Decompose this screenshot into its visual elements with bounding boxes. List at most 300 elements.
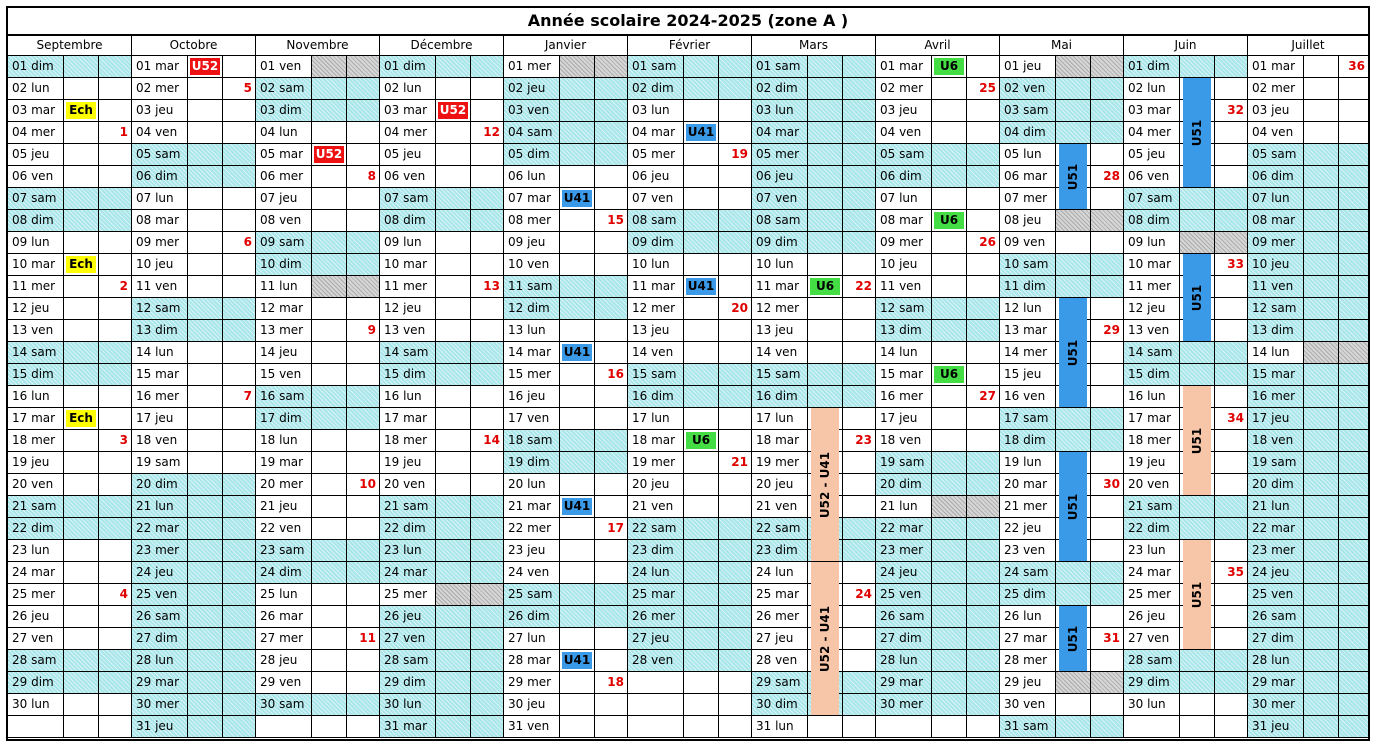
cell-divider xyxy=(1090,518,1091,539)
day-cell xyxy=(876,672,999,694)
day-label: 13 mer xyxy=(256,320,312,341)
cell-divider xyxy=(718,166,719,187)
day-label: 22 sam xyxy=(628,518,684,539)
day-label: 19 dim xyxy=(504,452,560,473)
cell-divider xyxy=(222,474,223,495)
cell-divider xyxy=(718,122,719,143)
day-cell xyxy=(876,430,999,452)
day-label: 28 sam xyxy=(1124,650,1180,671)
day-cell xyxy=(256,606,379,628)
day-cell xyxy=(8,562,131,584)
cell-divider xyxy=(222,540,223,561)
cell-divider xyxy=(222,122,223,143)
cell-divider xyxy=(222,672,223,693)
day-label: 08 mar xyxy=(132,210,188,231)
cell-divider xyxy=(966,474,967,495)
empty-cell xyxy=(1124,716,1247,738)
day-label: 04 ven xyxy=(132,122,188,143)
day-cell xyxy=(876,628,999,650)
day-cell xyxy=(876,210,999,232)
day-label: 14 mer xyxy=(1000,342,1056,363)
cell-divider xyxy=(718,144,719,165)
day-cell xyxy=(876,144,999,166)
day-cell xyxy=(876,562,999,584)
cell-divider xyxy=(222,716,223,737)
cell-divider xyxy=(1214,188,1215,209)
cell-divider xyxy=(98,386,99,407)
cell-divider xyxy=(1214,540,1215,561)
day-cell xyxy=(504,166,627,188)
calendar-title: Année scolaire 2024-2025 (zone A ) xyxy=(8,8,1368,36)
cell-divider xyxy=(966,584,967,605)
cell-divider xyxy=(346,452,347,473)
day-label: 18 mer xyxy=(8,430,64,451)
day-label: 11 dim xyxy=(1000,276,1056,297)
day-cell xyxy=(256,496,379,518)
day-label: 25 mar xyxy=(752,584,808,605)
day-label: 20 ven xyxy=(8,474,64,495)
cell-divider xyxy=(966,716,967,737)
day-label: 23 lun xyxy=(1124,540,1180,561)
day-cell xyxy=(256,122,379,144)
session-bar-label: U51 xyxy=(1065,493,1080,520)
day-label: 30 jeu xyxy=(504,694,560,715)
exam-tag: Ech xyxy=(66,410,96,427)
day-cell xyxy=(1124,496,1247,518)
day-label: 04 sam xyxy=(504,122,560,143)
cell-divider xyxy=(470,78,471,99)
day-cell xyxy=(8,298,131,320)
cell-divider xyxy=(842,210,843,231)
session-bar xyxy=(1059,452,1087,561)
day-label: 03 ven xyxy=(504,100,560,121)
day-cell xyxy=(628,254,751,276)
day-label: 09 lun xyxy=(1124,232,1180,253)
cell-divider xyxy=(718,210,719,231)
empty-cell xyxy=(628,694,751,716)
day-label: 30 lun xyxy=(8,694,64,715)
day-cell xyxy=(256,342,379,364)
day-cell xyxy=(8,496,131,518)
cell-divider xyxy=(470,254,471,275)
cell-divider xyxy=(98,496,99,517)
day-label: 05 mer xyxy=(628,144,684,165)
day-cell xyxy=(876,342,999,364)
day-label: 27 mar xyxy=(1000,628,1056,649)
day-label: 04 mar xyxy=(628,122,684,143)
day-cell xyxy=(504,386,627,408)
day-cell xyxy=(256,430,379,452)
school-year-calendar xyxy=(6,6,1370,741)
day-label: 25 dim xyxy=(1000,584,1056,605)
day-label: 03 jeu xyxy=(132,100,188,121)
cell-divider xyxy=(718,474,719,495)
day-cell xyxy=(628,518,751,540)
day-label: 06 ven xyxy=(1124,166,1180,187)
day-cell xyxy=(628,562,751,584)
day-cell xyxy=(380,276,503,298)
day-label: 05 mer xyxy=(752,144,808,165)
session-bar xyxy=(1183,78,1211,187)
day-cell xyxy=(628,386,751,408)
day-cell xyxy=(752,78,875,100)
cell-divider xyxy=(594,606,595,627)
cell-divider xyxy=(1338,694,1339,715)
day-cell xyxy=(752,232,875,254)
day-label: 02 jeu xyxy=(504,78,560,99)
day-cell xyxy=(380,430,503,452)
day-cell xyxy=(8,320,131,342)
cell-divider xyxy=(98,56,99,77)
cell-divider xyxy=(966,650,967,671)
cell-divider xyxy=(842,342,843,363)
day-cell xyxy=(8,540,131,562)
cell-divider xyxy=(98,144,99,165)
day-cell xyxy=(132,386,255,408)
day-label: 20 mer xyxy=(256,474,312,495)
day-cell xyxy=(380,408,503,430)
day-label: 10 dim xyxy=(256,254,312,275)
cell-divider xyxy=(1214,276,1215,297)
day-cell xyxy=(1248,650,1368,672)
day-cell xyxy=(752,342,875,364)
day-label: 19 jeu xyxy=(1124,452,1180,473)
cell-divider xyxy=(470,518,471,539)
month-header: Janvier xyxy=(504,36,628,56)
week-number: 27 xyxy=(979,389,996,403)
day-cell xyxy=(256,584,379,606)
day-label: 13 dim xyxy=(132,320,188,341)
week-number: 35 xyxy=(1227,565,1244,579)
cell-divider xyxy=(1214,386,1215,407)
day-cell xyxy=(8,518,131,540)
day-label: 18 ven xyxy=(876,430,932,451)
cell-divider xyxy=(470,430,471,451)
day-label: 25 mer xyxy=(380,584,436,605)
day-cell xyxy=(876,408,999,430)
cell-divider xyxy=(98,320,99,341)
day-cell xyxy=(256,188,379,210)
day-cell xyxy=(256,474,379,496)
day-label: 11 ven xyxy=(876,276,932,297)
day-label: 04 mer xyxy=(380,122,436,143)
day-label: 19 mar xyxy=(256,452,312,473)
day-label: 06 mer xyxy=(256,166,312,187)
cell-divider xyxy=(594,364,595,385)
day-cell xyxy=(1248,540,1368,562)
cell-divider xyxy=(470,232,471,253)
day-label: 17 dim xyxy=(256,408,312,429)
day-label: 16 lun xyxy=(1124,386,1180,407)
day-label: 24 sam xyxy=(1000,562,1056,583)
week-number: 25 xyxy=(979,81,996,95)
day-label: 12 mer xyxy=(628,298,684,319)
month-header: Mars xyxy=(752,36,876,56)
day-cell xyxy=(8,144,131,166)
day-label: 07 sam xyxy=(1124,188,1180,209)
day-cell xyxy=(504,210,627,232)
cell-divider xyxy=(470,166,471,187)
day-cell xyxy=(504,122,627,144)
day-label: 25 lun xyxy=(256,584,312,605)
cell-divider xyxy=(98,254,99,275)
cell-divider xyxy=(1338,188,1339,209)
day-cell xyxy=(1000,56,1123,78)
day-cell xyxy=(628,56,751,78)
cell-divider xyxy=(842,122,843,143)
cell-divider xyxy=(594,496,595,517)
day-label: 27 mer xyxy=(256,628,312,649)
cell-divider xyxy=(470,672,471,693)
day-label: 19 sam xyxy=(1248,452,1304,473)
day-label: 02 sam xyxy=(256,78,312,99)
day-cell xyxy=(504,408,627,430)
day-cell xyxy=(8,628,131,650)
cell-divider xyxy=(222,100,223,121)
cell-divider xyxy=(1338,716,1339,737)
day-cell xyxy=(504,430,627,452)
day-label: 01 sam xyxy=(752,56,808,77)
cell-divider xyxy=(842,496,843,517)
cell-divider xyxy=(842,672,843,693)
day-label: 05 sam xyxy=(1248,144,1304,165)
day-label: 15 ven xyxy=(256,364,312,385)
day-cell xyxy=(876,298,999,320)
day-label: 22 mar xyxy=(876,518,932,539)
day-cell xyxy=(1248,188,1368,210)
day-label: 06 dim xyxy=(132,166,188,187)
exam-tag: U41 xyxy=(563,191,591,205)
day-label: 11 sam xyxy=(504,276,560,297)
cell-divider xyxy=(346,56,347,77)
day-label: 07 mer xyxy=(1000,188,1056,209)
cell-divider xyxy=(842,408,843,429)
day-label: 23 mer xyxy=(1248,540,1304,561)
cell-divider xyxy=(594,78,595,99)
cell-divider xyxy=(222,342,223,363)
day-label: 21 ven xyxy=(628,496,684,517)
day-label xyxy=(256,716,312,737)
day-label: 28 mer xyxy=(1000,650,1056,671)
day-cell xyxy=(1248,210,1368,232)
week-number: 29 xyxy=(1103,323,1120,337)
cell-divider xyxy=(222,386,223,407)
session-bar xyxy=(1059,144,1087,209)
day-label: 04 mer xyxy=(8,122,64,143)
day-label: 22 dim xyxy=(380,518,436,539)
day-label: 14 ven xyxy=(752,342,808,363)
day-label: 18 ven xyxy=(132,430,188,451)
day-label: 20 dim xyxy=(1248,474,1304,495)
cell-divider xyxy=(1090,672,1091,693)
day-cell xyxy=(256,650,379,672)
month-column xyxy=(1124,56,1248,738)
empty-cell xyxy=(8,716,131,738)
cell-divider xyxy=(594,254,595,275)
cell-divider xyxy=(346,276,347,297)
day-cell xyxy=(1248,474,1368,496)
cell-divider xyxy=(1338,386,1339,407)
day-label: 05 sam xyxy=(876,144,932,165)
cell-divider xyxy=(842,188,843,209)
day-label: 17 lun xyxy=(752,408,808,429)
cell-divider xyxy=(966,452,967,473)
cell-divider xyxy=(346,320,347,341)
week-number: 16 xyxy=(607,367,624,381)
cell-divider xyxy=(842,144,843,165)
day-label: 17 mar xyxy=(380,408,436,429)
day-cell xyxy=(1248,78,1368,100)
cell-divider xyxy=(594,562,595,583)
day-cell xyxy=(752,386,875,408)
day-label: 18 mer xyxy=(380,430,436,451)
cell-divider xyxy=(1338,650,1339,671)
day-cell xyxy=(504,56,627,78)
day-cell xyxy=(504,452,627,474)
day-label xyxy=(876,716,932,737)
exam-tag: U6 xyxy=(810,278,840,295)
cell-divider xyxy=(718,298,719,319)
day-cell xyxy=(504,474,627,496)
cell-divider xyxy=(222,188,223,209)
day-cell xyxy=(380,562,503,584)
day-label: 15 dim xyxy=(1124,364,1180,385)
cell-divider xyxy=(1338,122,1339,143)
cell-divider xyxy=(1090,716,1091,737)
cell-divider xyxy=(966,254,967,275)
exam-tag: U6 xyxy=(934,366,964,383)
day-cell xyxy=(132,430,255,452)
day-label: 27 ven xyxy=(380,628,436,649)
day-cell xyxy=(132,584,255,606)
week-number: 20 xyxy=(731,301,748,315)
day-cell xyxy=(628,78,751,100)
day-cell xyxy=(628,606,751,628)
day-cell xyxy=(132,496,255,518)
day-cell xyxy=(876,78,999,100)
day-label: 14 lun xyxy=(1248,342,1304,363)
day-cell xyxy=(380,320,503,342)
week-number: 4 xyxy=(119,587,128,601)
cell-divider xyxy=(222,276,223,297)
day-cell xyxy=(132,78,255,100)
day-cell xyxy=(1248,232,1368,254)
day-label: 02 mer xyxy=(1248,78,1304,99)
day-cell xyxy=(504,562,627,584)
cell-divider xyxy=(842,364,843,385)
day-label: 08 mer xyxy=(504,210,560,231)
cell-divider xyxy=(1214,320,1215,341)
day-label: 28 ven xyxy=(628,650,684,671)
day-cell xyxy=(628,540,751,562)
cell-divider xyxy=(718,452,719,473)
cell-divider xyxy=(842,584,843,605)
day-label: 16 ven xyxy=(1000,386,1056,407)
day-label: 06 jeu xyxy=(752,166,808,187)
cell-divider xyxy=(346,540,347,561)
cell-divider xyxy=(222,628,223,649)
day-label: 28 jeu xyxy=(256,650,312,671)
cell-divider xyxy=(1214,232,1215,253)
day-cell xyxy=(1124,650,1247,672)
day-cell xyxy=(380,628,503,650)
day-cell xyxy=(8,56,131,78)
day-label: 27 ven xyxy=(1124,628,1180,649)
day-cell xyxy=(628,188,751,210)
day-label: 12 mer xyxy=(752,298,808,319)
cell-divider xyxy=(470,628,471,649)
day-label: 23 lun xyxy=(8,540,64,561)
day-cell xyxy=(256,276,379,298)
cell-divider xyxy=(1338,452,1339,473)
day-label: 09 sam xyxy=(256,232,312,253)
day-cell xyxy=(504,232,627,254)
day-cell xyxy=(380,584,503,606)
cell-divider xyxy=(98,518,99,539)
cell-divider xyxy=(222,584,223,605)
cell-divider xyxy=(1338,100,1339,121)
week-number: 34 xyxy=(1227,411,1244,425)
day-label: 31 sam xyxy=(1000,716,1056,737)
day-label: 08 mar xyxy=(1248,210,1304,231)
day-label: 26 lun xyxy=(1000,606,1056,627)
week-number: 9 xyxy=(367,323,376,337)
day-label: 22 ven xyxy=(256,518,312,539)
day-cell xyxy=(256,408,379,430)
day-label: 13 mar xyxy=(1000,320,1056,341)
day-cell xyxy=(752,188,875,210)
cell-divider xyxy=(222,232,223,253)
day-cell xyxy=(132,254,255,276)
week-number: 30 xyxy=(1103,477,1120,491)
day-cell xyxy=(256,298,379,320)
day-cell xyxy=(1124,364,1247,386)
day-label: 24 jeu xyxy=(876,562,932,583)
day-cell xyxy=(380,166,503,188)
cell-divider xyxy=(1338,320,1339,341)
day-label: 16 mer xyxy=(876,386,932,407)
day-cell xyxy=(628,144,751,166)
day-cell xyxy=(132,56,255,78)
cell-divider xyxy=(1338,254,1339,275)
day-cell xyxy=(504,694,627,716)
day-cell xyxy=(1000,100,1123,122)
week-number: 14 xyxy=(483,433,500,447)
cell-divider xyxy=(1090,562,1091,583)
day-label: 29 mar xyxy=(1248,672,1304,693)
day-cell xyxy=(8,122,131,144)
day-label: 01 dim xyxy=(8,56,64,77)
month-column xyxy=(256,56,380,738)
day-label: 29 dim xyxy=(8,672,64,693)
day-label: 07 lun xyxy=(1248,188,1304,209)
cell-divider xyxy=(470,364,471,385)
month-column xyxy=(132,56,256,738)
day-label: 07 jeu xyxy=(256,188,312,209)
cell-divider xyxy=(470,562,471,583)
month-header: Février xyxy=(628,36,752,56)
day-label: 10 jeu xyxy=(876,254,932,275)
session-bar-label: U51 xyxy=(1065,163,1080,190)
cell-divider xyxy=(222,364,223,385)
day-cell xyxy=(380,232,503,254)
cell-divider xyxy=(346,188,347,209)
day-label: 11 lun xyxy=(256,276,312,297)
day-cell xyxy=(1248,386,1368,408)
day-cell xyxy=(256,166,379,188)
cell-divider xyxy=(1090,166,1091,187)
day-label: 05 mar xyxy=(256,144,312,165)
